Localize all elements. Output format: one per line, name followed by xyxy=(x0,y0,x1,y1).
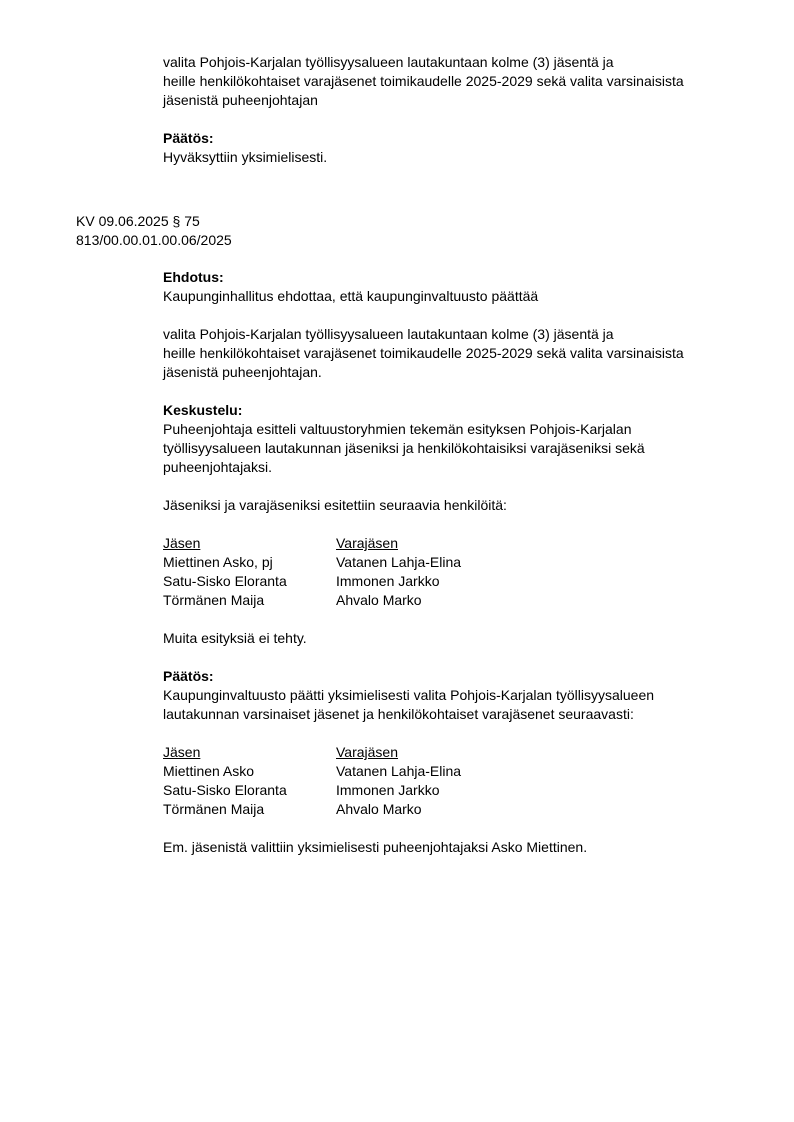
meeting-reference: KV 09.06.2025 § 75 xyxy=(76,213,200,229)
final-decision-line: lautakunnan varsinaiset jäsenet ja henkilökohtaiset varajäsenet seuraavasti: xyxy=(163,706,634,722)
member-column-header: Jäsen xyxy=(163,744,201,760)
table-row xyxy=(163,781,743,800)
intro-line: heille henkilökohtaiset varajäsenet toimikaudelle 2025-2029 sekä valita varsinaisista xyxy=(163,73,684,89)
discussion-heading: Keskustelu: xyxy=(163,402,243,418)
top-section xyxy=(163,53,743,167)
table-row xyxy=(163,762,743,781)
intro-line: valita Pohjois-Karjalan työllisyysalueen lautakuntaan kolme (3) jäsentä ja xyxy=(163,54,614,70)
discussion-line: puheenjohtajaksi. xyxy=(163,459,272,475)
final-decision-heading: Päätös: xyxy=(163,668,214,684)
deputy-cell: Immonen Jarkko xyxy=(336,573,440,589)
proposal-line: valita Pohjois-Karjalan työllisyysalueen lautakuntaan kolme (3) jäsentä ja xyxy=(163,326,614,342)
decision-text: Hyväksyttiin yksimielisesti. xyxy=(163,149,328,165)
member-cell: Törmänen Maija xyxy=(163,801,265,817)
deputy-cell: Vatanen Lahja-Elina xyxy=(336,763,462,779)
reference-block xyxy=(76,212,232,250)
member-cell: Satu-Sisko Eloranta xyxy=(163,573,287,589)
deputy-cell: Immonen Jarkko xyxy=(336,782,440,798)
discussion-line: Puheenjohtaja esitteli valtuustoryhmien tekemän esityksen Pohjois-Karjalan xyxy=(163,421,632,437)
elected-members-table xyxy=(163,743,743,819)
proposed-members-table xyxy=(163,534,743,610)
table-header-row xyxy=(163,534,743,553)
table-header-row xyxy=(163,743,743,762)
chair-election-text: Em. jäsenistä valittiin yksimielisesti puheenjohtajaksi Asko Miettinen. xyxy=(163,839,588,855)
deputy-cell: Vatanen Lahja-Elina xyxy=(336,554,462,570)
discussion-line: työllisyysalueen lautakunnan jäseniksi ja henkilökohtaisiksi varajäseniksi sekä xyxy=(163,440,645,456)
member-cell: Miettinen Asko, pj xyxy=(163,554,273,570)
deputy-column-header: Varajäsen xyxy=(336,744,399,760)
member-column-header: Jäsen xyxy=(163,535,201,551)
main-section xyxy=(163,268,743,857)
proposal-text: Kaupunginhallitus ehdottaa, että kaupunginvaltuusto päättää xyxy=(163,288,539,304)
table-row xyxy=(163,591,743,610)
no-other-proposals: Muita esityksiä ei tehty. xyxy=(163,630,307,646)
proposal-line: jäsenistä puheenjohtajan. xyxy=(163,364,322,380)
member-cell: Törmänen Maija xyxy=(163,592,265,608)
record-number: 813/00.00.01.00.06/2025 xyxy=(76,232,232,248)
table-row xyxy=(163,553,743,572)
intro-line: jäsenistä puheenjohtajan xyxy=(163,92,318,108)
table-row xyxy=(163,800,743,819)
proposed-intro: Jäseniksi ja varajäseniksi esitettiin seuraavia henkilöitä: xyxy=(163,497,507,513)
proposal-line: heille henkilökohtaiset varajäsenet toimikaudelle 2025-2029 sekä valita varsinaisista xyxy=(163,345,684,361)
deputy-cell: Ahvalo Marko xyxy=(336,592,422,608)
final-decision-line: Kaupunginvaltuusto päätti yksimielisesti valita Pohjois-Karjalan työllisyysalueen xyxy=(163,687,655,703)
deputy-column-header: Varajäsen xyxy=(336,535,399,551)
deputy-cell: Ahvalo Marko xyxy=(336,801,422,817)
proposal-heading: Ehdotus: xyxy=(163,269,224,285)
decision-heading: Päätös: xyxy=(163,130,214,146)
table-row xyxy=(163,572,743,591)
member-cell: Satu-Sisko Eloranta xyxy=(163,782,287,798)
member-cell: Miettinen Asko xyxy=(163,763,255,779)
